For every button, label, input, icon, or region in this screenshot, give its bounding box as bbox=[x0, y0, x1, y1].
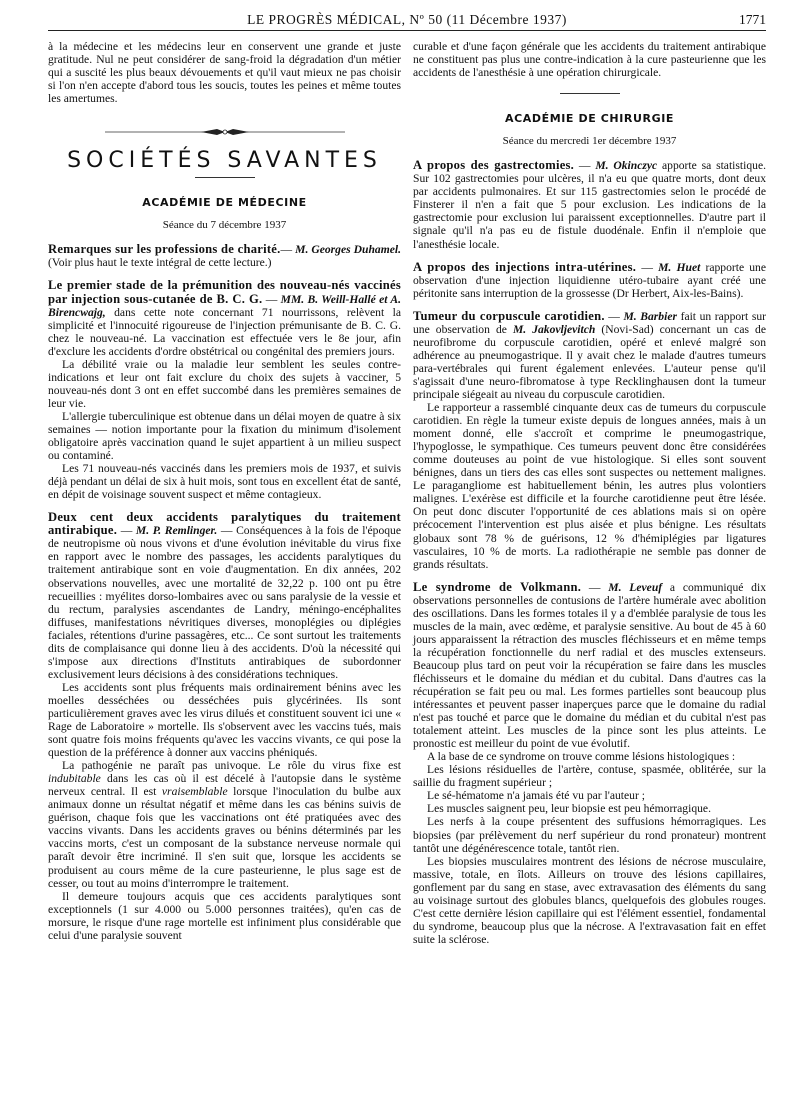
text-run: lorsque l'inoculation du bulbe aux animaux donne un résultat négatif et même dans les cas bénins suivis de guérison, chaque fois que les vaccinations ont été pratiquées avec des vaccins vivants. Dans les accidents graves ou bénins déterminés par les vaccins morts, c'est un composant de la substance nerveuse normale qui paraît devoir être incriminé. Il s'en suit que, lorsque les accidents se produisent au cours même de la cure pasteurienne, le plus sage est de cesser, ou tout au moins d'interrompre le traitement. bbox=[48, 785, 401, 890]
left-column bbox=[48, 40, 401, 942]
article-title: Le premier stade de la prémunition des nouveau-nés vaccinés par injection sous-cutanée de B. C. G. bbox=[48, 278, 401, 306]
ornamental-separator bbox=[48, 126, 401, 140]
paragraph: Les biopsies musculaires montrent des lésions de nécrose musculaire, massive, totale, en îlots. Ailleurs on trouve des lésions capillaires, gonflement par du sang en stase, avec extravasation des éléments du sang au voisinage surtout des globules blancs, quelquefois des globules rouges. C'est cette dernière lésion capillaire qui est l'élément essentiel, fondamental du syndrome, beaucoup plus que la nécrose. A l'extravasation fait en effet suite la sclérose. bbox=[413, 854, 766, 946]
paragraph: Le rapporteur a rassemblé cinquante deux cas de tumeurs du corpuscule carotidien. En règle la tumeur existe depuis de longues années, mais à un moment donné, elle s'accroît et comprime le pneumogastrique, l'hypoglosse, le sympathique. Ces tumeurs peuvent donc être considérées comme douteuses au point de vue histologique. Si elles sont souvent bénignes, dans un tiers des cas elles sont suspectes ou nettement malignes. Le paragangliome est habituellement bénin, les autres plus volontiers malignes. L'exérèse est difficile et la fourche carotidienne peut être lésée. On peut donc discuter l'opportunité de ces ablations mais si on opère précocement l'intervention est plus aisée et plus bénigne. Les résultats globaux sont 78 % de guérisons, 12 % d'hémiplégies par ligatures vasculaires, 10 % de morts. La radiothérapie ne semble pas donner de grands résultats. bbox=[413, 401, 766, 571]
article-deux-cents: Deux cent deux accidents paralytiques du traitement antirabique. — M. P. Remlinger. — Conséquences à la fois de l'époque de neutropisme où nous vivons et d'une évolution inévitable du virus fixe en rapport avec le nombre des passages, les accidents paralytiques du traitement antirabique sont en voie d'augmentation. En dix années, 202 observations nouvelles, avec une mortalité de 32,22 p. 100 ont pu être recueillies : myélites dorso-lombaires avec ou sans paralysie de la vessie et du rectum, paralysies ascendantes de Landry, méningo-encéphalites diffuses, manifestations névritiques diverses, monoplégies ou diplégies faciales, rétentions d'urine passagères, etc... Ce sont surtout les traitements dits de complaisance qui donne lieu à des accidents. D'où la nécessité qui s'impose aux directions d'Instituts antirabiques de subordonner exclusivement leurs décisions à des considérations techniques. bbox=[48, 510, 401, 681]
text-run: fait un rapport sur une observation de bbox=[413, 309, 766, 336]
text-run: La pathogénie ne paraît pas univoque. Le rôle du virus fixe est bbox=[62, 759, 401, 773]
article-text: rapporte une observation d'une injection liquidienne utéro-tubaire ayant créé une péritonite sans interruption de la grossesse (Dr Herbert, Aix-les-Bains). bbox=[413, 260, 766, 300]
continued-paragraph: curable et d'une façon générale que les accidents du traitement antirabique ne constituent pas plus une contre-indication à la cure pasteurienne que les accidents de l'anesthésie à une opération chirurgicale. bbox=[413, 40, 766, 80]
paragraph: Le sé-hématome n'a jamais été vu par l'auteur ; bbox=[427, 789, 645, 803]
article-premier-stade: Le premier stade de la prémunition des nouveau-nés vaccinés par injection sous-cutanée de B. C. G. — MM. B. Weill-Hallé et A. Birencwajg, dans cette note concernant 71 nourrissons, relèvent la simplicité et l'innocuité rigoureuse de l'injection prémunisante de B. C. G. chez le nouveau-né. La vaccination est effectuée vers le 8e jour, afin d'exclure les accidents d'ordre obstétrical ou congénital des premiers jours. bbox=[48, 278, 401, 358]
running-header bbox=[48, 12, 766, 31]
academy-heading: ACADÉMIE DE MÉDECINE bbox=[142, 196, 307, 210]
article-title: Remarques sur les professions de charité. bbox=[48, 242, 281, 257]
emphasis: vraisemblable bbox=[161, 785, 228, 799]
article-author: M. Jakovljevitch bbox=[512, 322, 596, 336]
article-text: apporte sa statistique. Sur 102 gastrectomies pour ulcères, il n'a eu que quatre morts, dont deux par accidents pulmonaires. Et sur 115 gastrectomies selon le procédé de Finsterer il n'en a fait que 5 pour exclusion. Les indications de la gastrectomie pour exclusion lui paraissent exceptionnelles. D'autre part il signale qu'il n'a pas eu de fistule duodénale. Enfin il n'emploie que l'anesthésie locale. bbox=[413, 159, 766, 251]
text-run: dans les cas où il est décelé à l'autopsie dans le système nerveux central. Il est bbox=[48, 772, 401, 799]
separator-ornament-icon bbox=[105, 126, 345, 138]
article-volkmann: Le syndrome de Volkmann. — M. Leveuf a communiqué dix observations personnelles de contusions de l'artère humérale avec abolition des oscillations. Dans les formes totales il y a d'emblée paralysie de tous les muscles de la main, avec œdème, et paralysie sensitive. Au bout de 45 à 60 jours apparaissent la rétraction des muscles fléchisseurs et en même temps la récupération fonctionnelle du nerf radial et des muscles extenseurs. Beaucoup plus tard on peut voir la récupération se faire dans les muscles fléchisseurs et le domaine du médian et du cubital. Dans d'autres cas la récupération se fait peu ou mal. Les formes partielles sont beaucoup plus intéressantes et peuvent passer inaperçues parce que le domaine du radial n'est pas touché et parce que le domaine du médian et du cubital n'est pas totalement atteint. Les muscles de la pince sont les plus atteints. Le pronostic est meilleur du point de vue évolutif. bbox=[413, 579, 766, 751]
article-title: Tumeur du corpuscule carotidien. bbox=[413, 308, 605, 323]
intro-paragraph: à la médecine et les médecins leur en conservent une grande et juste gratitude. Nul ne peut considérer de sang-froid la dégradation d'un métier qui a suscité les plus beaux dévouements et qu'il vaut mieux ne pas choisir si l'on n'en accepte d'abord tous les soucis, toutes les peines et même toutes les amertumes. bbox=[48, 40, 401, 106]
article-title: A propos des gastrectomies. bbox=[413, 158, 575, 173]
paragraph: Les lésions résiduelles de l'artère, contuse, spasmée, oblitérée, sur la saillie du fragment supérieur ; bbox=[413, 763, 766, 790]
article-author: MM. B. Weill-Hallé et A. Birencwajg, bbox=[48, 292, 401, 319]
article-text: a communiqué dix observations personnelles de contusions de l'artère humérale avec abolition des oscillations. Dans les formes totales il y a d'emblée paralysie de tous les muscles de la main, avec œdème, et paralysie sensitive. Au bout de 45 à 60 jours apparaissent la rétraction des muscles fléchisseurs et en même temps la récupération fonctionnelle du nerf radial et des muscles extenseurs. Beaucoup plus tard on peut voir la récupération se faire dans les muscles fléchisseurs et le domaine du médian et du cubital. Dans d'autres cas la récupération se fait peu ou mal. Les formes partielles sont beaucoup plus intéressantes et peuvent passer inaperçues parce que le domaine du radial n'est pas touché et parce que le domaine du médian et du cubital n'est pas totalement atteint. Les muscles de la pince sont les plus atteints. Le pronostic est meilleur du point de vue évolutif. bbox=[413, 580, 766, 751]
article-gastrectomies: A propos des gastrectomies. — M. Okinczyc apporte sa statistique. Sur 102 gastrectomies pour ulcères, il n'a eu que quatre morts, dont deux par accidents pulmonaires. Et sur 115 gastrectomies selon le procédé de Finsterer il n'en a fait que 5 pour exclusion. Les indications de la gastrectomie pour exclusion lui paraissent exceptionnelles. D'autre part il signale qu'il n'a pas eu de fistule duodénale. Enfin il n'emploie que l'anesthésie locale. bbox=[413, 158, 766, 251]
section-rule bbox=[195, 177, 255, 178]
paragraph bbox=[48, 759, 401, 889]
article-author: M. Georges Duhamel. bbox=[295, 243, 401, 257]
paragraph: A la base de ce syndrome on trouve comme lésions histologiques : bbox=[427, 750, 736, 764]
article-author: M. P. Remlinger. bbox=[135, 524, 218, 538]
paragraph: La débilité vraie ou la maladie leur semblent les seules contre-indications et leur ont fait exclure du choix des sujets à vacciner, 5 nouveau-nés dont 3 ont en effet succombé dans les premières semaines de leur vie. bbox=[48, 357, 401, 410]
article-text: — Conséquences à la fois de l'époque de neutropisme où nous vivons et d'une évolution inévitable du virus fixe en rapport avec le nombre des passages, les accidents paralytiques du traitement antirabique sont en voie d'augmentation. En dix années, 202 observations nouvelles, avec une mortalité de 32,22 p. 100 ont pu être recueillies : myélites dorso-lombaires avec ou sans paralysie de la vessie et du rectum, paralysies ascendantes de Landry, méningo-encéphalites diffuses, manifestations névritiques diverses, monoplégies ou diplégies faciales, rétentions d'urine passagères, etc... Ce sont surtout les traitements dits de complaisance qui donne lieu à des accidents. D'où la nécessité qui s'impose aux directions d'Instituts antirabiques de subordonner exclusivement leurs décisions à des considérations techniques. bbox=[48, 524, 401, 681]
page-number: 1771 bbox=[739, 12, 766, 27]
article-author: M. Barbier bbox=[623, 309, 677, 323]
article-tumeur: Tumeur du corpuscule carotidien. — M. Barbier fait un rapport sur une observation de M. Jakovljevitch (Novi-Sad) concernant un cas de neurofibrome du corpuscule carotidien, opéré et enlevé malgré son adhérence au pneumogastrique. Il y avait chez le malade d'autres tumeurs para-vertébrales qui furent également enlevées. L'auteur pense qu'il s'agissait d'une neuro-fibromatose à type Recklinghausen dont la tumeur principale siégeait au niveau du corpuscule carotidien. bbox=[413, 308, 766, 401]
paragraph: Les 71 nouveau-nés vaccinés dans les premiers mois de 1937, et suivis déjà pendant un délai de six à huit mois, sont tous en excellent état de santé, en dépit de voisinage souvent suspect et même contagieux. bbox=[48, 462, 401, 502]
article-title: Le syndrome de Volkmann. bbox=[413, 579, 582, 594]
article-author: M. Leveuf bbox=[608, 580, 663, 594]
section-rule bbox=[560, 93, 620, 94]
article-title: Deux cent deux accidents paralytiques du traitement antirabique. bbox=[48, 510, 401, 538]
paragraph: Il demeure toujours acquis que ces accidents paralytiques sont exceptionnels (1 sur 4.000 ou 5.000 personnes traitées), qu'en cas de morsure, le risque d'une rage mortelle est infiniment plus considérable que celui d'une paralysie souvent bbox=[48, 889, 401, 942]
paragraph: Les muscles saignent peu, leur biopsie est peu hémorragique. bbox=[427, 802, 711, 816]
article-text: (Voir plus haut le texte intégral de cette lecture.) bbox=[48, 256, 272, 270]
article-injections: A propos des injections intra-utérines. — M. Huet rapporte une observation d'une injection liquidienne utéro-tubaire ayant créé une péritonite sans interruption de la grossesse (Dr Herbert, Aix-les-Bains). bbox=[413, 259, 766, 300]
text-run: (Novi-Sad) concernant un cas de neurofibrome du corpuscule carotidien, opéré et enlevé malgré son adhérence au pneumogastrique. Il y avait chez le malade d'autres tumeurs para-vertébrales qui furent également enlevées. L'auteur pense qu'il s'agissait d'une neuro-fibromatose à type Recklinghausen dont la tumeur principale siégeait au niveau du corpuscule carotidien. bbox=[413, 322, 766, 401]
article-author: M. Okinczyc bbox=[595, 159, 658, 173]
article-author: M. Huet bbox=[658, 260, 701, 274]
paragraph: Les nerfs à la coupe présentent des suffusions hémorragiques. Les biopsies (par prélèvement du nerf supérieur du rond pronateur) montrent tantôt une dégénérescence totale, tantôt rien. bbox=[413, 815, 766, 855]
right-column bbox=[413, 40, 766, 946]
journal-title: LE PROGRÈS MÉDICAL, Nº 50 (11 Décembre 1937) bbox=[247, 12, 567, 27]
seance-date: Séance du 7 décembre 1937 bbox=[162, 219, 287, 232]
section-title: SOCIÉTÉS SAVANTES bbox=[67, 148, 382, 174]
seance-date: Séance du mercredi 1er décembre 1937 bbox=[502, 135, 677, 148]
article-text: dans cette note concernant 71 nourrissons, relèvent la simplicité et l'innocuité rigoureuse de l'injection prémunisante de B. C. G. chez le nouveau-né. La vaccination est effectuée vers le 8e jour, afin d'exclure les accidents d'ordre obstétrical ou congénital des premiers jours. bbox=[48, 305, 401, 358]
emphasis: indubitable bbox=[48, 772, 101, 786]
academy-heading: ACADÉMIE DE CHIRURGIE bbox=[504, 112, 675, 126]
paragraph: L'allergie tuberculinique est obtenue dans un délai moyen de quatre à six semaines — notion importante pour la fixation du minimum d'isolement obligatoire après vaccination quand le sujet appartient à un milieu suspect ou contaminé. bbox=[48, 409, 401, 463]
article-remarques: Remarques sur les professions de charité.— M. Georges Duhamel. (Voir plus haut le texte intégral de cette lecture.) bbox=[48, 242, 401, 270]
article-title: A propos des injections intra-utérines. bbox=[413, 259, 637, 274]
paragraph: Les accidents sont plus fréquents mais ordinairement bénins avec les moelles desséchées ou desséchées puis glycérinées. Ils sont particulièrement graves avec les virus dilués et constituent souvent ici une « Rage de Laboratoire » mortelle. Ils s'observent avec les vaccins tués, mais sont quatre fois moins fréquents qu'avec les vaccins vivants, ce qui pose la question de la préférence à donner aux vaccins phéniqués. bbox=[48, 680, 401, 760]
